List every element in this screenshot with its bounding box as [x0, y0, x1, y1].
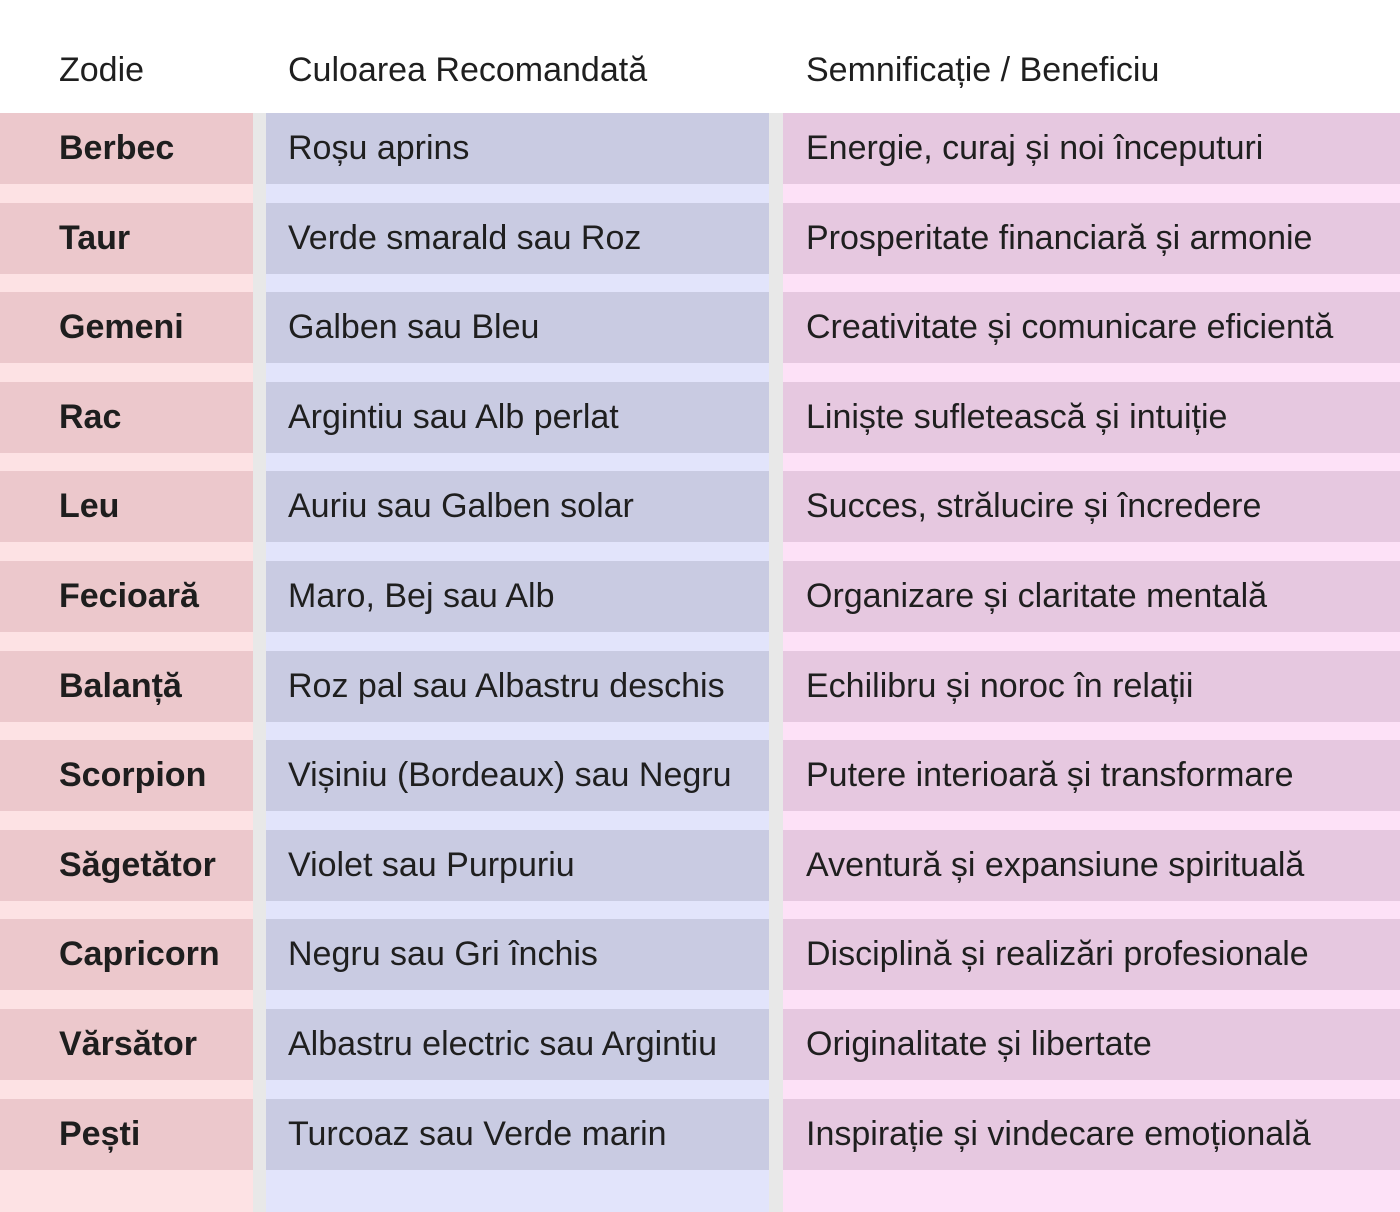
color-cell: Turcoaz sau Verde marin	[266, 1099, 769, 1170]
sign-cell: Pești	[0, 1099, 253, 1170]
color-cell: Vișiniu (Bordeaux) sau Negru	[266, 740, 769, 811]
table-row	[0, 1009, 1400, 1080]
meaning-cell: Creativitate și comunicare eficientă	[783, 292, 1400, 363]
table-header	[0, 0, 1400, 113]
sign-cell: Berbec	[0, 113, 253, 184]
table-row	[0, 740, 1400, 811]
meaning-cell: Liniște sufletească și intuiție	[783, 382, 1400, 453]
color-cell: Verde smarald sau Roz	[266, 203, 769, 274]
table-row	[0, 203, 1400, 274]
color-cell: Roșu aprins	[266, 113, 769, 184]
table-row	[0, 651, 1400, 722]
sign-cell: Capricorn	[0, 919, 253, 990]
table-row	[0, 1099, 1400, 1170]
meaning-cell: Prosperitate financiară și armonie	[783, 203, 1400, 274]
table-row	[0, 382, 1400, 453]
header-meaning: Semnificație / Beneficiu	[806, 51, 1160, 89]
sign-cell: Rac	[0, 382, 253, 453]
table-row	[0, 113, 1400, 184]
meaning-cell: Echilibru și noroc în relații	[783, 651, 1400, 722]
meaning-cell: Disciplină și realizări profesionale	[783, 919, 1400, 990]
color-cell: Argintiu sau Alb perlat	[266, 382, 769, 453]
color-cell: Maro, Bej sau Alb	[266, 561, 769, 632]
table-row	[0, 471, 1400, 542]
meaning-cell: Succes, strălucire și încredere	[783, 471, 1400, 542]
meaning-cell: Originalitate și libertate	[783, 1009, 1400, 1080]
sign-cell: Gemeni	[0, 292, 253, 363]
meaning-cell: Energie, curaj și noi începuturi	[783, 113, 1400, 184]
color-cell: Galben sau Bleu	[266, 292, 769, 363]
sign-cell: Vărsător	[0, 1009, 253, 1080]
color-cell: Negru sau Gri închis	[266, 919, 769, 990]
meaning-cell: Inspirație și vindecare emoțională	[783, 1099, 1400, 1170]
header-sign: Zodie	[59, 51, 145, 89]
meaning-cell: Organizare și claritate mentală	[783, 561, 1400, 632]
sign-cell: Fecioară	[0, 561, 253, 632]
table-row	[0, 292, 1400, 363]
table-row	[0, 561, 1400, 632]
sign-cell: Taur	[0, 203, 253, 274]
sign-cell: Săgetător	[0, 830, 253, 901]
sign-cell: Leu	[0, 471, 253, 542]
color-cell: Auriu sau Galben solar	[266, 471, 769, 542]
color-cell: Roz pal sau Albastru deschis	[266, 651, 769, 722]
table-row	[0, 830, 1400, 901]
sign-cell: Balanță	[0, 651, 253, 722]
meaning-cell: Aventură și expansiune spirituală	[783, 830, 1400, 901]
table-body	[0, 113, 1400, 1188]
sign-cell: Scorpion	[0, 740, 253, 811]
header-color: Culoarea Recomandată	[288, 51, 648, 89]
table-row	[0, 919, 1400, 990]
meaning-cell: Putere interioară și transformare	[783, 740, 1400, 811]
color-cell: Violet sau Purpuriu	[266, 830, 769, 901]
color-cell: Albastru electric sau Argintiu	[266, 1009, 769, 1080]
